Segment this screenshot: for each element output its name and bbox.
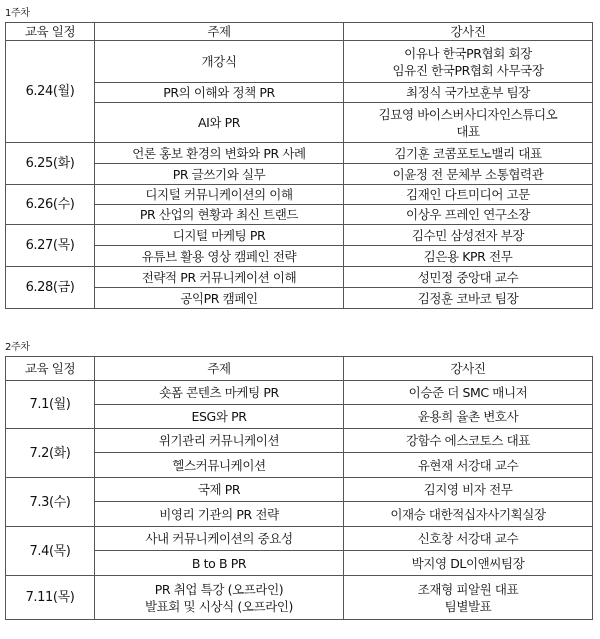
topic-cell: 위기관리 커뮤니케이션 (95, 429, 344, 453)
table-row (6, 246, 593, 267)
speaker-cell: 김수민 삼성전자 부장 (344, 225, 593, 246)
topic-cell: 비영리 기관의 PR 전략 (95, 502, 344, 527)
header-speaker: 강사진 (344, 357, 593, 381)
header-topic: 주제 (95, 23, 344, 41)
table-row (6, 205, 593, 225)
week2-schedule-table (5, 356, 593, 620)
speaker-cell: 신호창 서강대 교수 (344, 527, 593, 551)
speaker-line: 임유진 한국PR협회 사무국장 (392, 62, 544, 78)
speaker-cell (344, 41, 593, 83)
speaker-cell: 김재인 다트미디어 고문 (344, 185, 593, 205)
table-row (6, 381, 593, 405)
speaker-line: 대표 (456, 123, 480, 139)
speaker-line: 김묘영 바이스버사디자인스튜디오 (378, 106, 558, 122)
date-cell: 7.3(수) (6, 478, 95, 527)
header-topic: 주제 (95, 357, 344, 381)
speaker-cell: 성민정 중앙대 교수 (344, 267, 593, 288)
speaker-cell: 이승준 더 SMC 매니저 (344, 381, 593, 405)
topic-cell: 사내 커뮤니케이션의 중요성 (95, 527, 344, 551)
table-row (6, 478, 593, 502)
speaker-cell: 이재승 대한적십자사기획실장 (344, 502, 593, 527)
table-row (6, 41, 593, 83)
table-row (6, 453, 593, 478)
date-cell: 6.26(수) (6, 185, 95, 225)
topic-line: 발표회 및 시상식 (오프라인) (144, 598, 294, 614)
topic-cell: 공익PR 캠페인 (95, 288, 344, 309)
date-cell: 7.11(목) (6, 576, 95, 620)
topic-cell: AI와 PR (95, 103, 344, 143)
topic-cell: 헬스커뮤니케이션 (95, 453, 344, 478)
table-row (6, 502, 593, 527)
speaker-cell: 유현재 서강대 교수 (344, 453, 593, 478)
table-row (6, 143, 593, 164)
date-cell: 6.25(화) (6, 143, 95, 185)
speaker-cell: 김은용 KPR 전무 (344, 246, 593, 267)
week2-label: 2주차 (5, 342, 30, 353)
date-cell: 6.28(금) (6, 267, 95, 309)
topic-cell: B to B PR (95, 551, 344, 576)
topic-cell: PR 글쓰기와 실무 (95, 164, 344, 185)
table-header-row (6, 357, 593, 381)
header-date: 교육 일정 (6, 357, 95, 381)
table-row (6, 83, 593, 103)
speaker-line: 조재형 피알원 대표 (417, 581, 519, 597)
speaker-cell: 김정훈 코바코 팀장 (344, 288, 593, 309)
speaker-cell: 이윤정 전 문체부 소통협력관 (344, 164, 593, 185)
table-row (6, 225, 593, 246)
topic-cell (95, 576, 344, 620)
topic-line: PR 취업 특강 (오프라인) (154, 581, 284, 597)
topic-cell: 개강식 (95, 41, 344, 83)
table-row (6, 288, 593, 309)
speaker-cell: 강함수 에스코토스 대표 (344, 429, 593, 453)
speaker-cell: 김지영 비자 전무 (344, 478, 593, 502)
week1-schedule-table (5, 22, 593, 309)
table-row (6, 164, 593, 185)
table-header-row (6, 23, 593, 41)
table-row (6, 405, 593, 429)
table-row (6, 267, 593, 288)
header-speaker: 강사진 (344, 23, 593, 41)
header-date: 교육 일정 (6, 23, 95, 41)
topic-cell: 숏폼 콘텐츠 마케팅 PR (95, 381, 344, 405)
topic-cell: 디지털 마케팅 PR (95, 225, 344, 246)
speaker-line: 팀별발표 (444, 598, 492, 614)
topic-cell: PR 산업의 현황과 최신 트랜드 (95, 205, 344, 225)
week1-label: 1주차 (5, 8, 30, 19)
table-row (6, 185, 593, 205)
table-row (6, 576, 593, 620)
date-cell: 6.27(목) (6, 225, 95, 267)
speaker-cell: 이상우 프레인 연구소장 (344, 205, 593, 225)
date-cell: 6.24(월) (6, 41, 95, 143)
speaker-cell: 최정식 국가보훈부 팀장 (344, 83, 593, 103)
speaker-line: 이유나 한국PR협회 회장 (404, 45, 532, 61)
speaker-cell (344, 103, 593, 143)
topic-cell: 유튜브 활용 영상 캠페인 전략 (95, 246, 344, 267)
date-cell: 7.2(화) (6, 429, 95, 478)
topic-cell: 전략적 PR 커뮤니케이션 이해 (95, 267, 344, 288)
table-row (6, 551, 593, 576)
topic-cell: 언론 홍보 환경의 변화와 PR 사례 (95, 143, 344, 164)
date-cell: 7.4(목) (6, 527, 95, 576)
table-row (6, 429, 593, 453)
topic-cell: 디지털 커뮤니케이션의 이해 (95, 185, 344, 205)
speaker-cell: 윤용희 율촌 변호사 (344, 405, 593, 429)
topic-cell: 국제 PR (95, 478, 344, 502)
speaker-cell (344, 576, 593, 620)
speaker-cell: 박지영 DL이앤씨팀장 (344, 551, 593, 576)
speaker-cell: 김기훈 코콤포토노밸리 대표 (344, 143, 593, 164)
date-cell: 7.1(월) (6, 381, 95, 429)
topic-cell: ESG와 PR (95, 405, 344, 429)
table-row (6, 527, 593, 551)
table-row (6, 103, 593, 143)
topic-cell: PR의 이해와 정책 PR (95, 83, 344, 103)
